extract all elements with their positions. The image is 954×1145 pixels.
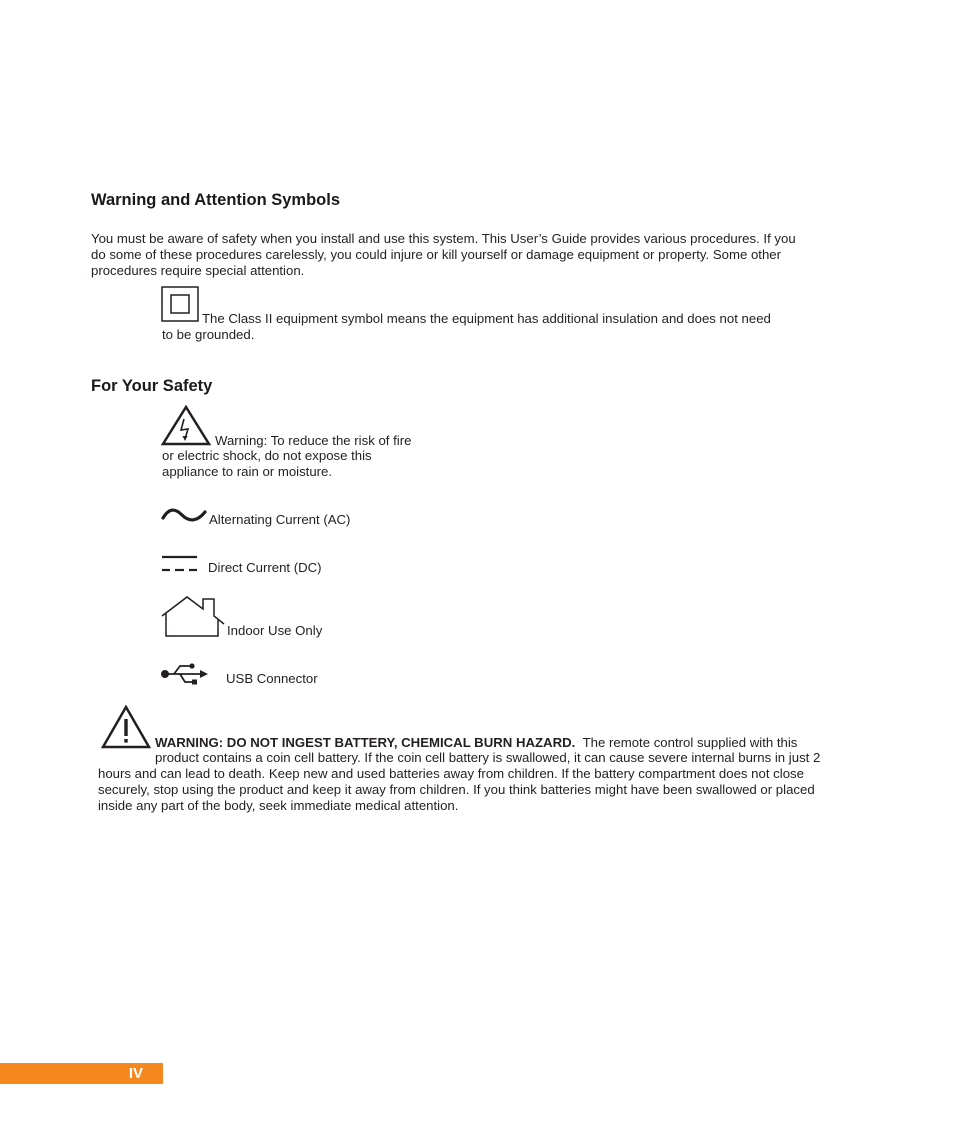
- class-ii-description-line1: The Class II equipment symbol means the equipment has additional insulation and does not need: [202, 311, 771, 326]
- class-ii-description-line2: to be grounded.: [162, 327, 255, 342]
- class-ii-double-square-icon: [161, 286, 199, 322]
- indoor-house-icon: [161, 596, 225, 638]
- exclamation-warning-triangle-icon: [101, 705, 151, 749]
- battery-warning-line5: inside any part of the body, seek immediate medical attention.: [98, 798, 459, 813]
- usb-icon: [160, 662, 210, 688]
- page-number: IV: [128, 1065, 143, 1082]
- battery-warning-line1: The remote control supplied with this: [582, 735, 798, 750]
- dc-label: Direct Current (DC): [208, 560, 322, 575]
- battery-warning-line2: product contains a coin cell battery. If the coin cell battery is swallowed, it can cause severe internal burns in just 2: [155, 750, 821, 765]
- battery-warning-line3: hours and can lead to death. Keep new and used batteries away from children. If the battery compartment does not close: [98, 766, 804, 781]
- section-heading-warning-symbols: Warning and Attention Symbols: [91, 191, 341, 209]
- battery-warning-first-line: [155, 735, 797, 751]
- battery-warning-line4: securely, stop using the product and keep it away from children. If you think batteries might have been swallowed or placed: [98, 782, 815, 797]
- intro-line: procedures require special attention.: [91, 263, 305, 278]
- battery-warning-title: WARNING: DO NOT INGEST BATTERY, CHEMICAL BURN HAZARD.: [155, 735, 576, 750]
- section-heading-safety: For Your Safety: [91, 377, 213, 395]
- intro-line: You must be aware of safety when you install and use this system. This User’s Guide provides various procedures. If you: [91, 231, 796, 246]
- intro-line: do some of these procedures carelessly, you could injure or kill yourself or damage equipment or property. Some other: [91, 247, 782, 262]
- usb-label: USB Connector: [226, 671, 318, 686]
- shock-warning-line2: or electric shock, do not expose this: [162, 448, 372, 463]
- direct-current-icon: [161, 554, 199, 574]
- intro-paragraph: [91, 231, 796, 279]
- shock-warning-line1: Warning: To reduce the risk of fire: [215, 433, 412, 448]
- shock-warning-line3: appliance to rain or moisture.: [162, 464, 333, 479]
- lightning-warning-triangle-icon: [161, 405, 211, 446]
- ac-label: Alternating Current (AC): [209, 512, 351, 527]
- alternating-current-icon: [161, 506, 207, 526]
- indoor-label: Indoor Use Only: [227, 623, 323, 638]
- page-number-tab: [0, 1063, 163, 1084]
